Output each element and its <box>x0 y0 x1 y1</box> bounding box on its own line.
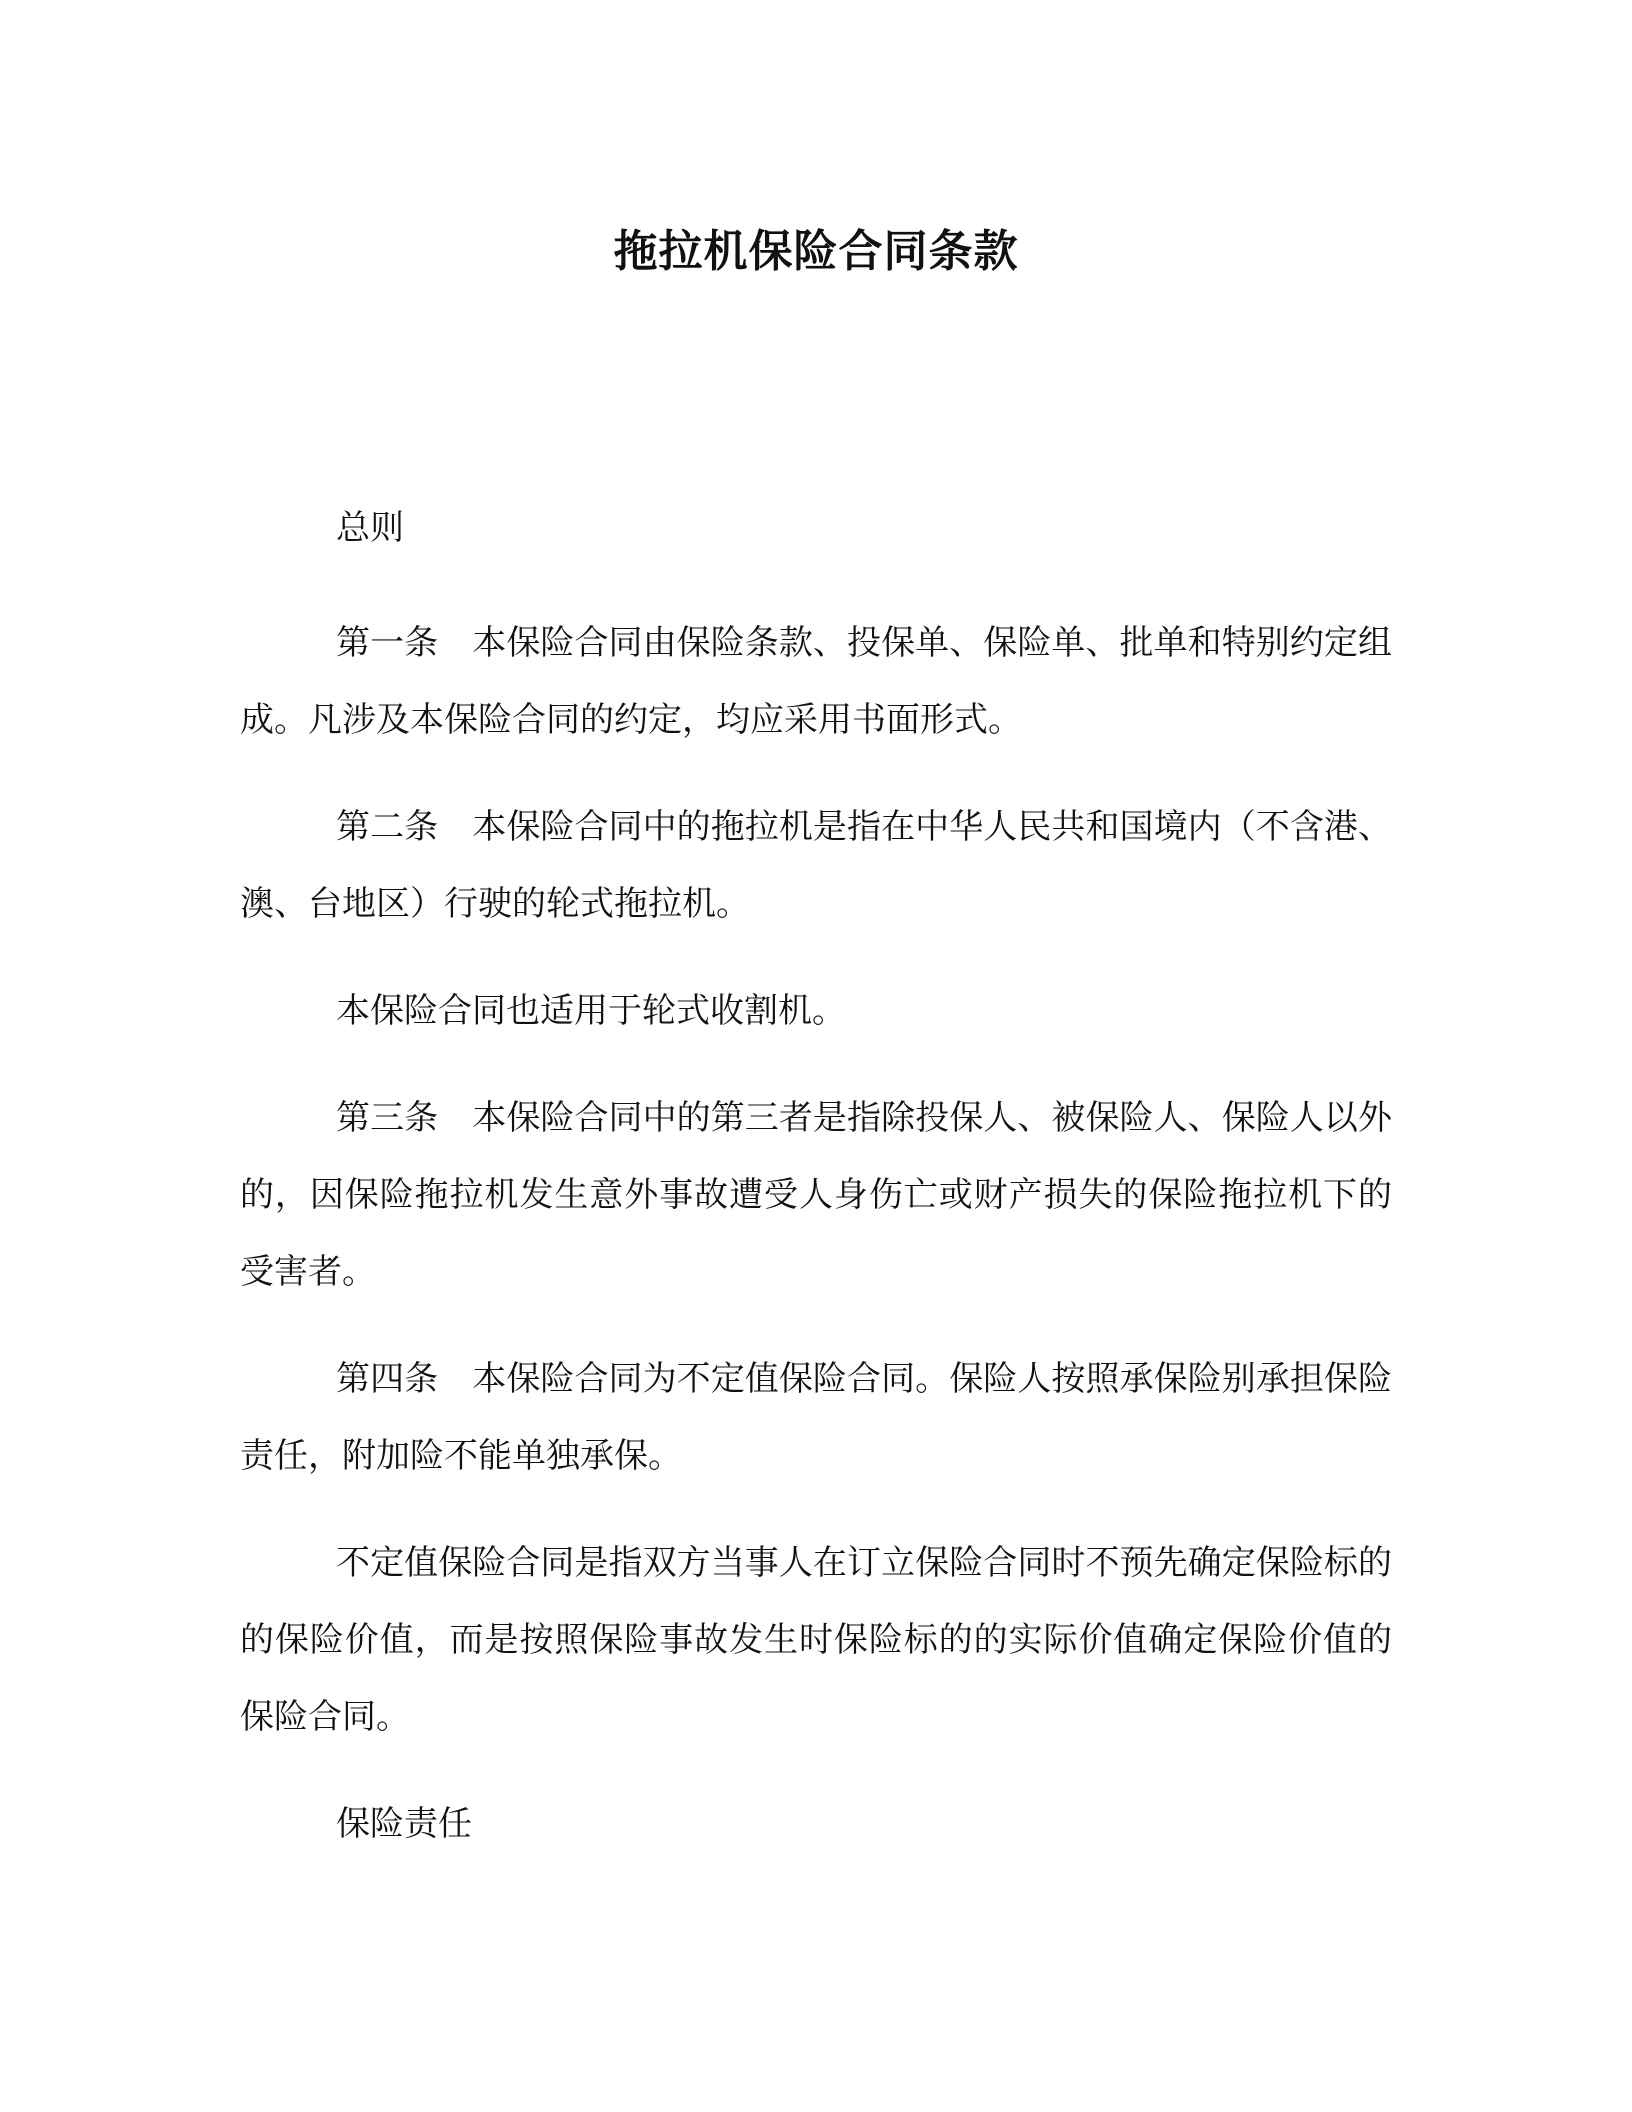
paragraph-article-1: 第一条 本保险合同由保险条款、投保单、保险单、批单和特别约定组成。凡涉及本保险合同的约定，均应采用书面形式。 <box>240 623 1392 740</box>
paragraph-article-2: 第二条 本保险合同中的拖拉机是指在中华人民共和国境内（不含港、澳、台地区）行驶的轮式拖拉机。 <box>240 807 1392 924</box>
paragraph-article-4-note: 不定值保险合同是指双方当事人在订立保险合同时不预先确定保险标的的保险价值，而是按照保险事故发生时保险标的的实际价值确定保险价值的保险合同。 <box>240 1543 1392 1737</box>
paragraph-article-2-note: 本保险合同也适用于轮式收割机。 <box>336 991 846 1031</box>
paragraph-article-3: 第三条 本保险合同中的第三者是指除投保人、被保险人、保险人以外的，因保险拖拉机发生意外事故遭受人身伤亡或财产损失的保险拖拉机下的受害者。 <box>240 1098 1392 1292</box>
document-title: 拖拉机保险合同条款 <box>613 226 1019 277</box>
section-heading-liability: 保险责任 <box>336 1804 472 1844</box>
document-body <box>240 490 1392 1901</box>
paragraph-article-4: 第四条 本保险合同为不定值保险合同。保险人按照承保险别承担保险责任，附加险不能单独承保。 <box>240 1359 1392 1476</box>
section-heading-general: 总则 <box>336 508 404 548</box>
